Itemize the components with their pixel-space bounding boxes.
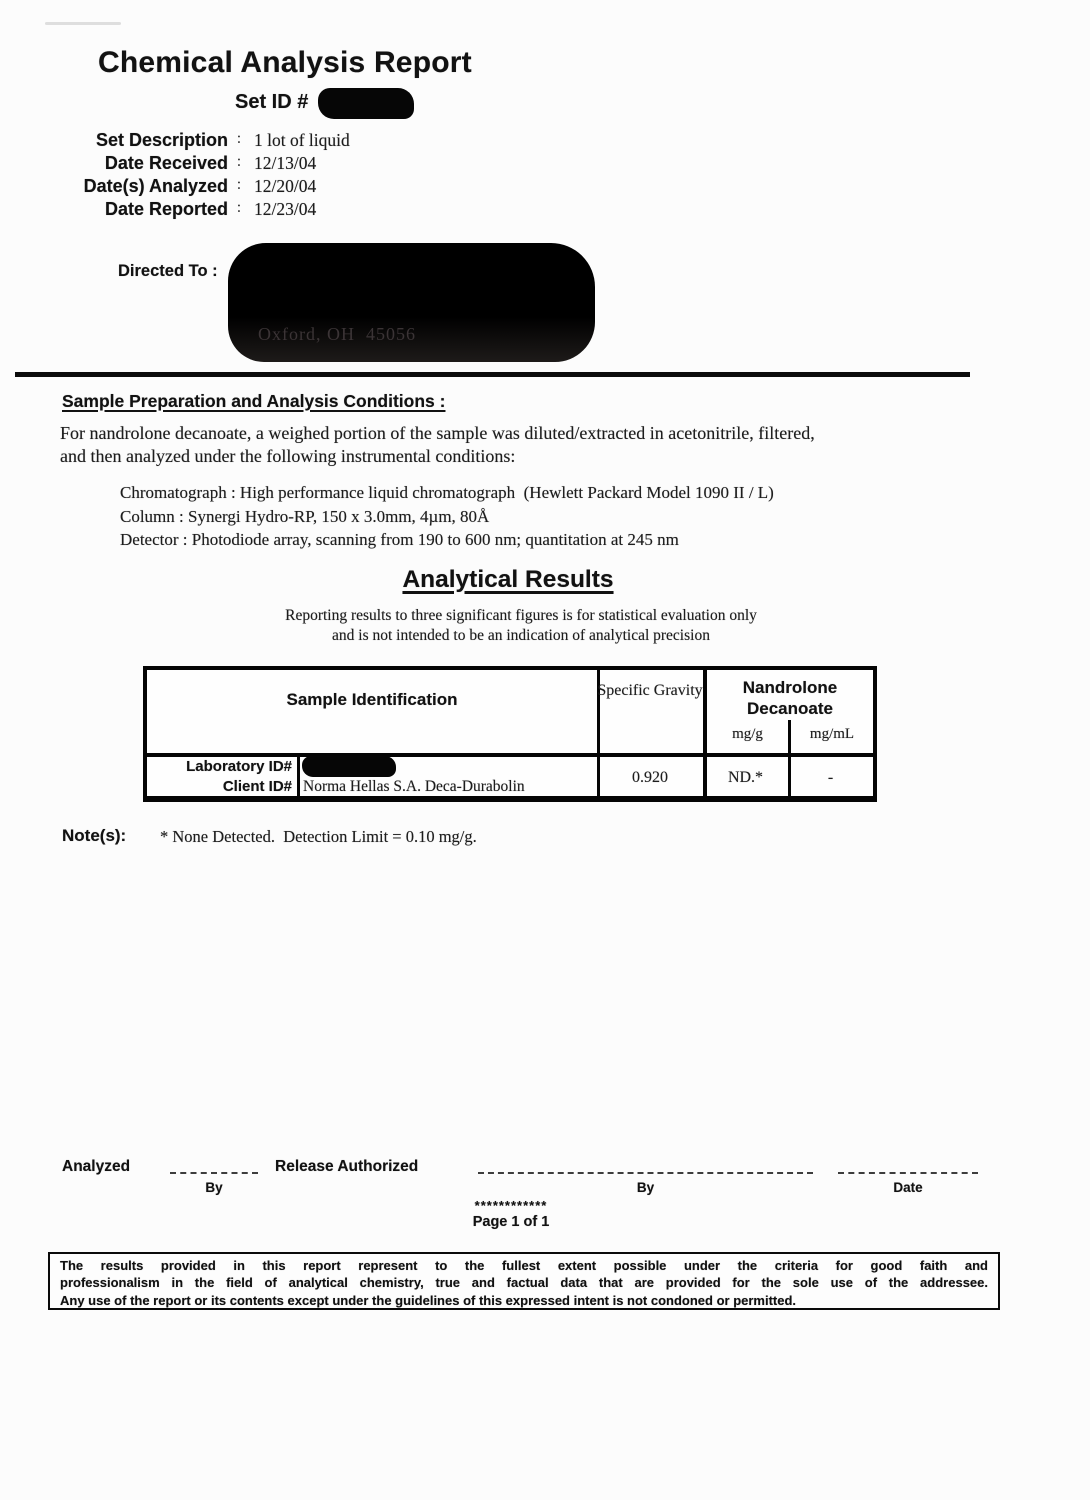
page-number: Page 1 of 1 bbox=[472, 1214, 550, 1230]
release-by-signature-line bbox=[478, 1172, 813, 1174]
analytical-results-heading: Analytical Results bbox=[402, 566, 614, 593]
page-title: Chemical Analysis Report bbox=[98, 46, 472, 79]
row-mg-ml-value: - bbox=[827, 769, 834, 786]
disclaimer-line-2: professionalism in the field of analytical chemistry, true and factual data that are provided for the sole use of the addressee. bbox=[60, 1275, 988, 1291]
sample-prep-heading: Sample Preparation and Analysis Conditions : bbox=[62, 391, 446, 411]
release-by-label: By bbox=[636, 1180, 655, 1195]
notes-label: Note(s): bbox=[62, 826, 127, 845]
set-id-label: Set ID # bbox=[235, 91, 309, 113]
laboratory-id-redaction-bar bbox=[302, 756, 396, 777]
sample-prep-paragraph-line1: For nandrolone decanoate, a weighed portion of the sample was diluted/extracted in acetonitrile, filtered, bbox=[60, 423, 815, 443]
meta-separator: : bbox=[236, 199, 242, 216]
meta-label: Date Received bbox=[104, 153, 228, 173]
condition-chromatograph: Chromatograph : High performance liquid chromatograph (Hewlett Packard Model 1090 II / L) bbox=[120, 483, 774, 502]
table-header-unit-mg-ml: mg/mL bbox=[809, 726, 855, 742]
scan-artifact bbox=[45, 22, 121, 25]
table-header-nandrolone-decanoate: Nandrolone Decanoate bbox=[742, 678, 838, 718]
section-divider-rule bbox=[15, 372, 970, 377]
analyzed-by-label: By bbox=[205, 1180, 223, 1195]
meta-separator: : bbox=[236, 130, 242, 147]
row-client-id-label: Client ID# bbox=[222, 778, 292, 795]
meta-separator: : bbox=[236, 176, 242, 193]
analytical-results-subtitle-2: and is not intended to be an indication of analytical precision bbox=[332, 627, 710, 644]
meta-value: 12/20/04 bbox=[254, 176, 317, 196]
results-table bbox=[143, 666, 877, 802]
table-header-unit-mg-g: mg/g bbox=[732, 726, 763, 742]
table-header-row-divider bbox=[147, 753, 873, 757]
address-ghost-text: Oxford, OH 45056 bbox=[258, 324, 416, 344]
condition-column: Column : Synergi Hydro-RP, 150 x 3.0mm, 4µm, 80Å bbox=[120, 507, 490, 526]
meta-label: Date Reported bbox=[104, 199, 228, 219]
row-laboratory-id-label: Laboratory ID# bbox=[186, 758, 292, 775]
directed-to-label: Directed To : bbox=[118, 262, 218, 280]
asterisk-separator: ************ bbox=[474, 1198, 548, 1213]
meta-value: 12/13/04 bbox=[254, 153, 317, 173]
meta-value: 1 lot of liquid bbox=[254, 130, 350, 150]
sample-prep-paragraph-line2: and then analyzed under the following instrumental conditions: bbox=[60, 446, 516, 466]
disclaimer-line-3: Any use of the report or its contents except under the guidelines of this expressed intent is not condoned or permitted. bbox=[60, 1292, 797, 1308]
analyzed-by-signature-line bbox=[170, 1172, 258, 1174]
meta-separator: : bbox=[236, 153, 242, 170]
meta-row-date-received bbox=[0, 153, 1090, 176]
analytical-results-subtitle-1: Reporting results to three significant figures is for statistical evaluation only bbox=[285, 607, 757, 624]
meta-label: Date(s) Analyzed bbox=[83, 176, 228, 196]
date-signature-line bbox=[838, 1172, 978, 1174]
disclaimer-box bbox=[48, 1252, 1000, 1310]
analyzed-label: Analyzed bbox=[62, 1158, 131, 1175]
notes-text: * None Detected. Detection Limit = 0.10 mg/g. bbox=[160, 827, 477, 846]
meta-row-set-description bbox=[0, 130, 1090, 153]
meta-label: Set Description bbox=[95, 130, 228, 150]
table-header-specific-gravity: Specific Gravity bbox=[597, 682, 703, 699]
meta-row-date-reported bbox=[0, 199, 1090, 222]
release-authorized-label: Release Authorized bbox=[275, 1158, 419, 1175]
row-specific-gravity-value: 0.920 bbox=[632, 769, 668, 786]
row-client-id-value: Norma Hellas S.A. Deca-Durabolin bbox=[303, 778, 525, 795]
table-id-divider bbox=[297, 757, 300, 796]
condition-detector: Detector : Photodiode array, scanning from 190 to 600 nm; quantitation at 245 nm bbox=[120, 530, 679, 549]
table-header-sample-identification: Sample Identification bbox=[286, 690, 458, 709]
date-label: Date bbox=[893, 1180, 923, 1195]
meta-row-dates-analyzed bbox=[0, 176, 1090, 199]
set-id-redaction-bar bbox=[318, 88, 414, 119]
row-mg-g-value: ND.* bbox=[727, 769, 764, 786]
disclaimer-line-1: The results provided in this report represent to the fullest extent possible under the criteria for good faith and bbox=[60, 1258, 988, 1273]
meta-value: 12/23/04 bbox=[254, 199, 317, 219]
